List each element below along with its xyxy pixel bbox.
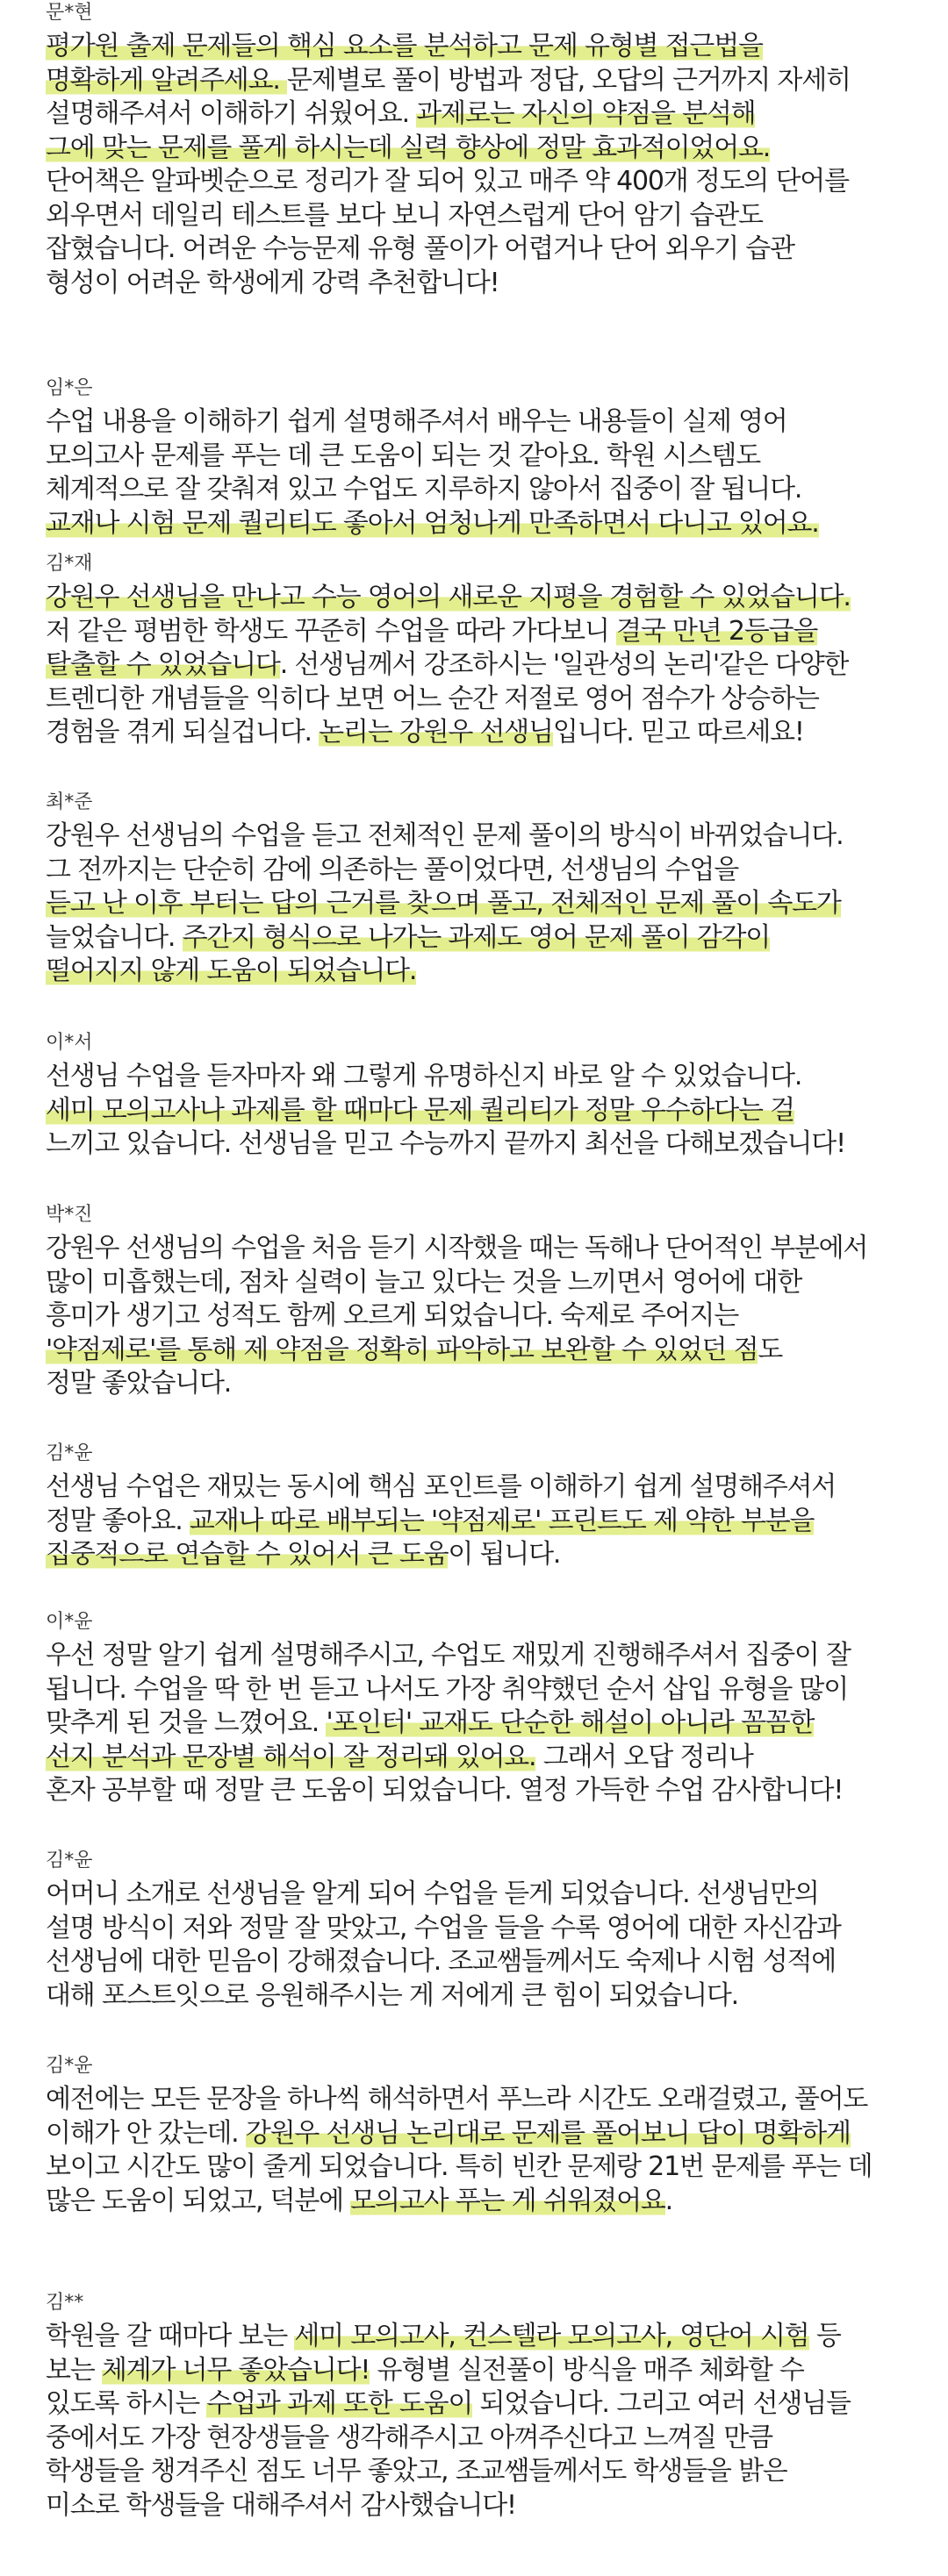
review-line (46, 2185, 932, 2219)
review-line (46, 2422, 932, 2456)
review-line (46, 405, 932, 440)
review-line (46, 1639, 932, 1673)
plain-text: 도 (758, 1334, 783, 1365)
review-author: 이*윤 (46, 1611, 93, 1633)
review-line (46, 199, 932, 233)
review-line (46, 1334, 932, 1368)
review-line (46, 1266, 932, 1300)
plain-text: 예전에는 모든 문장을 하나씩 해석하면서 푸느라 시간도 오래걸렸고, 풀어도 (46, 2084, 868, 2114)
review-line (46, 1774, 932, 1808)
review-line (46, 1127, 932, 1162)
plain-text: 학원을 갈 때마다 보는 (46, 2321, 295, 2351)
plain-text: 선생님에 대한 믿음이 강해졌습니다. 조교쌤들께서도 숙제나 시험 성적에 (46, 1946, 837, 1977)
review-line (46, 854, 932, 888)
review-line (46, 2320, 932, 2354)
plain-text: 되었습니다. 그리고 여러 선생님들 (472, 2388, 851, 2419)
review-line (46, 683, 932, 717)
plain-text: 잡혔습니다. 어려운 수능문제 유형 풀이가 어렵거나 단어 외우기 습관 (46, 233, 794, 264)
plain-text: 선생님 수업을 듣자마자 왜 그렇게 유명하신지 바로 알 수 있었습니다. (46, 1061, 802, 1091)
review-line (46, 97, 932, 132)
review-item (46, 376, 932, 540)
plain-text: 됩니다. 수업을 딱 한 번 듣고 나서도 가장 취약했던 순서 삽입 유형을 많이 (46, 1673, 848, 1705)
review-line (46, 1538, 932, 1572)
plain-text: 트렌디한 개념들을 익히다 보면 어느 순간 저절로 영어 점수가 상승하는 (46, 683, 819, 714)
review-line (46, 1470, 932, 1505)
review-line (46, 165, 932, 199)
review-line (46, 233, 932, 267)
plain-text: . 선생님께서 강조하시는 '일관성의 논리'같은 다양한 (279, 649, 849, 680)
highlighted-text: 탈출할 수 있었습니다 (46, 649, 280, 680)
plain-text: 이해가 안 갔는데. (46, 2117, 246, 2149)
plain-text: 설명해주셔서 이해하기 쉬웠어요. (46, 98, 417, 129)
highlighted-text: 듣고 난 이후 부터는 답의 근거를 찾으며 풀고, 전체적인 문제 풀이 속도가 (46, 888, 841, 919)
highlighted-text: 세미 모의고사, 컨스텔라 모의고사, 영단어 시험 (294, 2321, 809, 2351)
review-line (46, 2387, 932, 2422)
review-author: 임*은 (46, 377, 93, 399)
review-text (46, 1232, 932, 1401)
review-line (46, 267, 932, 301)
review-line (46, 64, 932, 98)
plain-text: 선생님 수업은 재밌는 동시에 핵심 포인트를 이해하기 쉽게 설명해주셔서 (46, 1471, 837, 1502)
review-line (46, 648, 932, 683)
review-line (46, 921, 932, 955)
plain-text: 느끼고 있습니다. 선생님을 믿고 수능까지 끝까지 최선을 다해보겠습니다! (46, 1128, 845, 1159)
review-item (46, 2053, 932, 2218)
review-line (46, 440, 932, 474)
review-author: 문*현 (46, 2, 93, 24)
review-line (46, 2150, 932, 2185)
plain-text: 모의고사 문제를 푸는 데 큰 도움이 되는 것 같아요. 학원 시스템도 (46, 440, 760, 471)
review-item (46, 551, 932, 750)
review-text (46, 405, 932, 540)
review-text (46, 1878, 932, 2013)
highlighted-text: 집중적으로 연습할 수 있어서 큰 도움 (46, 1539, 449, 1570)
plain-text: 혼자 공부할 때 정말 큰 도움이 되었습니다. 열정 가득한 수업 감사합니다! (46, 1775, 844, 1806)
review-author: 김** (46, 2292, 84, 2314)
review-item (46, 0, 932, 300)
highlighted-text: 모의고사 푸는 게 쉬워졌어요 (350, 2185, 665, 2216)
review-item (46, 1848, 932, 2013)
plain-text: 저 같은 평범한 학생도 꾸준히 수업을 따라 가다보니 (46, 615, 617, 647)
review-text (46, 1060, 932, 1162)
review-item (46, 2290, 932, 2522)
review-item (46, 1441, 932, 1572)
review-line (46, 473, 932, 507)
plain-text: 입니다. 믿고 따르세요! (552, 717, 804, 748)
plain-text: . (664, 2185, 672, 2216)
review-item (46, 1609, 932, 1808)
review-line (46, 887, 932, 921)
plain-text: 많이 미흡했는데, 점차 실력이 늘고 있다는 것을 느끼면서 영어에 대한 (46, 1266, 802, 1298)
plain-text: 단어책은 알파벳순으로 정리가 잘 되어 있고 매주 약 400개 정도의 단어를 (46, 166, 849, 197)
review-line (46, 955, 932, 989)
plain-text: 맞추게 된 것을 느꼈어요. (46, 1707, 327, 1738)
plain-text: 늘었습니다. (46, 921, 183, 953)
highlighted-text: '약점제로'를 통해 제 약점을 정확히 파악하고 보완할 수 있었던 점 (46, 1334, 758, 1365)
highlighted-text: '포인터' 교재도 단순한 해설이 아니라 꼼꼼한 (326, 1707, 815, 1738)
plain-text: 그 전까지는 단순히 감에 의존하는 풀이었다면, 선생님의 수업을 (46, 854, 738, 885)
review-author: 김*윤 (46, 1442, 93, 1464)
review-text (46, 30, 932, 300)
review-item (46, 790, 932, 989)
review-line (46, 716, 932, 750)
plain-text: 흥미가 생기고 성적도 함께 오르게 되었습니다. 숙제로 주어지는 (46, 1300, 738, 1331)
review-author: 이*서 (46, 1032, 93, 1054)
highlighted-text: 떨어지지 않게 도움이 되었습니다. (46, 955, 417, 986)
review-item (46, 1202, 932, 1401)
plain-text: 보는 (46, 2354, 102, 2386)
plain-text: 어머니 소개로 선생님을 알게 되어 수업을 듣게 되었습니다. 선생님만의 (46, 1878, 819, 1909)
highlighted-text: 세미 모의고사나 과제를 할 때마다 문제 퀄리티가 정말 우수하다는 걸 (46, 1094, 794, 1126)
review-line (46, 1367, 932, 1401)
review-line (46, 615, 932, 649)
review-text (46, 581, 932, 750)
review-line (46, 1299, 932, 1334)
plain-text: 학생들을 챙겨주신 점도 너무 좋았고, 조교쌤들께서도 학생들을 밝은 (46, 2456, 787, 2487)
review-line (46, 2354, 932, 2388)
review-line (46, 132, 932, 166)
highlighted-text: 그에 맞는 문제를 풀게 하시는데 실력 향상에 정말 효과적이었어요. (46, 132, 771, 163)
plain-text: 이 됩니다. (448, 1539, 561, 1570)
review-line (46, 1878, 932, 1912)
highlighted-text: 명확하게 알려주세요. (46, 64, 288, 96)
highlighted-text: 평가원 출제 문제들의 핵심 요소를 분석하고 문제 유형별 접근법을 (46, 31, 763, 61)
review-line (46, 2117, 932, 2151)
highlighted-text: 강원우 선생님 논리대로 문제를 풀어보니 답이 명확하게 (245, 2117, 851, 2149)
plain-text: 설명 방식이 저와 정말 잘 맞았고, 수업을 들을 수록 영어에 대한 자신감과 (46, 1912, 841, 1943)
plain-text: 등 (808, 2321, 841, 2351)
highlighted-text: 결국 만년 2등급을 (616, 615, 818, 647)
review-line (46, 2455, 932, 2489)
review-text (46, 819, 932, 989)
highlighted-text: 과제로는 자신의 약점을 분석해 (416, 98, 756, 129)
highlighted-text: 교재나 따로 배부되는 '약점제로' 프린트도 제 약한 부분을 (189, 1505, 815, 1536)
review-line (46, 1979, 932, 2014)
review-line (46, 2489, 932, 2523)
plain-text: 경험을 겪게 되실겁니다. (46, 717, 320, 748)
review-text (46, 2320, 932, 2522)
review-line (46, 1707, 932, 1741)
review-line (46, 2083, 932, 2117)
plain-text: 체계적으로 잘 갖춰져 있고 수업도 지루하지 않아서 집중이 잘 됩니다. (46, 474, 802, 504)
review-line (46, 1232, 932, 1266)
highlighted-text: 교재나 시험 문제 퀄리티도 좋아서 엄청나게 만족하면서 다니고 있어요. (46, 507, 819, 539)
highlighted-text: 체계가 너무 좋았습니다! (101, 2354, 370, 2386)
highlighted-text: 강원우 선생님을 만나고 수능 영어의 새로운 지평을 경험할 수 있었습니다. (46, 582, 851, 612)
plain-text: 많은 도움이 되었고, 덕분에 (46, 2185, 351, 2216)
plain-text: 유형별 실전풀이 방식을 매주 체화할 수 (370, 2354, 804, 2386)
review-author: 김*재 (46, 553, 93, 575)
plain-text: 정말 좋아요. (46, 1505, 190, 1536)
plain-text: 중에서도 가장 현장생들을 생각해주시고 아껴주신다고 느껴질 만큼 (46, 2422, 772, 2453)
review-line (46, 1060, 932, 1094)
plain-text: 강원우 선생님의 수업을 듣고 전체적인 문제 풀이의 방식이 바뀌었습니다. (46, 820, 844, 851)
plain-text: 그래서 오답 정리나 (535, 1741, 753, 1772)
review-author: 김*윤 (46, 2055, 93, 2077)
review-line (46, 1912, 932, 1946)
plain-text: 보이고 시간도 많이 줄게 되었습니다. 특히 빈칸 문제랑 21번 문제를 푸는 데 (46, 2151, 873, 2182)
review-text (46, 1470, 932, 1572)
review-text (46, 2083, 932, 2218)
review-line (46, 819, 932, 854)
review-line (46, 1673, 932, 1707)
review-author: 김*윤 (46, 1850, 93, 1871)
plain-text: 문제별로 풀이 방법과 정답, 오답의 근거까지 자세히 (287, 64, 851, 96)
review-item (46, 1030, 932, 1162)
plain-text: 미소로 학생들을 대해주셔서 감사했습니다! (46, 2489, 516, 2521)
review-text (46, 1639, 932, 1808)
plain-text: 대해 포스트잇으로 응원해주시는 게 저에게 큰 힘이 되었습니다. (46, 1979, 738, 2011)
plain-text: 수업 내용을 이해하기 쉽게 설명해주셔서 배우는 내용들이 실제 영어 (46, 406, 787, 437)
review-author: 박*진 (46, 1204, 93, 1226)
plain-text: 형성이 어려운 학생에게 강력 추천합니다! (46, 267, 499, 298)
plain-text: 정말 좋았습니다. (46, 1368, 232, 1399)
review-line (46, 1505, 932, 1539)
highlighted-text: 주간지 형식으로 나가는 과제도 영어 문제 풀이 감각이 (182, 921, 771, 953)
highlighted-text: 논리는 강원우 선생님 (319, 717, 553, 748)
review-line (46, 1945, 932, 1979)
highlighted-text: 수업과 과제 또한 도움이 (206, 2388, 473, 2419)
review-author: 최*준 (46, 791, 93, 813)
review-line (46, 30, 932, 64)
highlighted-text: 선지 분석과 문장별 해석이 잘 정리돼 있어요. (46, 1741, 536, 1772)
plain-text: 강원우 선생님의 수업을 처음 듣기 시작했을 때는 독해나 단어적인 부분에서 (46, 1233, 868, 1263)
plain-text: 있도록 하시는 (46, 2388, 207, 2419)
review-line (46, 581, 932, 615)
plain-text: 우선 정말 알기 쉽게 설명해주시고, 수업도 재밌게 진행해주셔서 집중이 잘 (46, 1640, 851, 1671)
review-line (46, 1741, 932, 1775)
review-line (46, 1094, 932, 1128)
review-line (46, 507, 932, 541)
plain-text: 외우면서 데일리 테스트를 보다 보니 자연스럽게 단어 암기 습관도 (46, 199, 763, 231)
